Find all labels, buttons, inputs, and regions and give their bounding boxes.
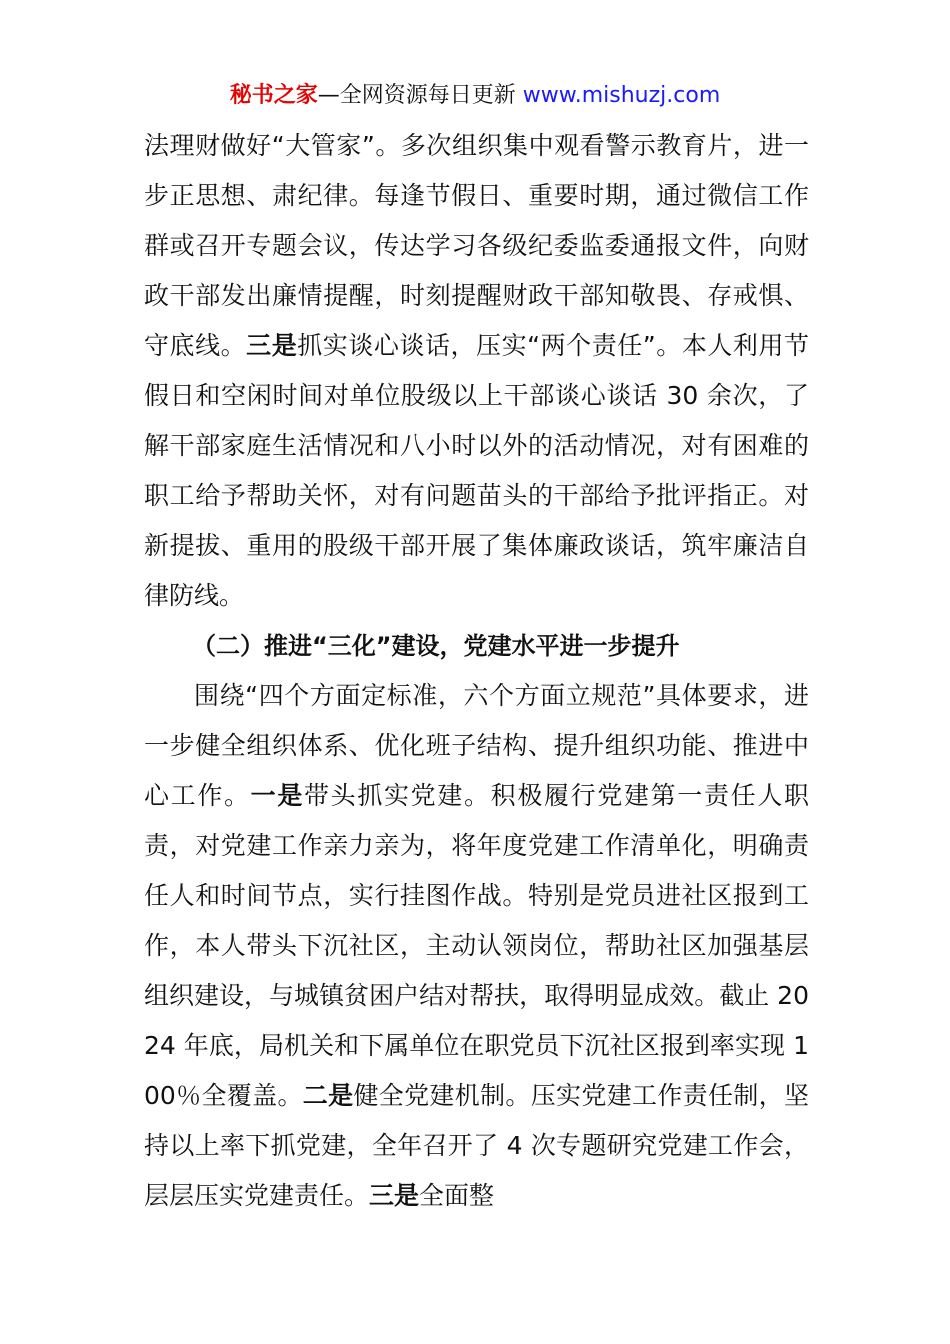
paragraph-text: 抓实谈心谈话，压实“两个责任”。本人利用节假日和空闲时间对单位股级以上干部谈心谈话 30 余次，了解干部家庭生活情况和八小时以外的活动情况，对有困难的职工给予帮助关怀，对有问题苗头的干部给予批评指正。对新提拔、重用的股级干部开展了集体廉政谈话，筑牢廉洁自律防线。 bbox=[144, 331, 809, 610]
section-heading: （二）推进“三化”建设，党建水平进一步提升 bbox=[192, 632, 680, 660]
bold-marker: 三是 bbox=[369, 1181, 420, 1210]
paragraph-text: 围绕“四个方面定标准，六个方面立规范”具体要求，进一步健全组织体系、优化班子结构、提升组织功能、推进中心工作。 bbox=[144, 681, 809, 810]
paragraph-text: 全面整 bbox=[419, 1181, 495, 1210]
brand-name: 秘书之家 bbox=[229, 83, 318, 108]
site-banner bbox=[0, 80, 950, 112]
bold-marker: 三是 bbox=[246, 331, 298, 360]
paragraph-discipline bbox=[144, 121, 809, 621]
paragraph-text: 带头抓实党建。积极履行党建第一责任人职责，对党建工作亲力亲为，将年度党建工作清单化，明确责任人和时间节点，实行挂图作战。特别是党员进社区报到工作，本人带头下沉社区，主动认领岗位，帮助社区加强基层组织建设，与城镇贫困户结对帮扶，取得明显成效。截止 2024 年底，局机关和下属单位在职党员下沉社区报到率实现 100％全覆盖。 bbox=[144, 781, 809, 1110]
bold-marker: 一是 bbox=[250, 781, 305, 810]
paragraph-party-building bbox=[144, 671, 809, 1221]
banner-slogan: —全网资源每日更新 bbox=[317, 83, 516, 108]
site-url[interactable]: www.mishuzj.com bbox=[522, 83, 721, 108]
document-body bbox=[144, 121, 809, 1221]
paragraph-text: 健全党建机制。压实党建工作责任制，坚持以上率下抓党建，全年召开了 4 次专题研究党建工作会，层层压实党建责任。 bbox=[144, 1081, 809, 1210]
bold-marker: 二是 bbox=[302, 1081, 354, 1110]
paragraph-text: 法理财做好“大管家”。多次组织集中观看警示教育片，进一步正思想、肃纪律。每逢节假日、重要时期，通过微信工作群或召开专题会议，传达学习各级纪委监委通报文件，向财政干部发出廉情提醒，时刻提醒财政干部知敬畏、存戒惧、守底线。 bbox=[144, 131, 809, 360]
